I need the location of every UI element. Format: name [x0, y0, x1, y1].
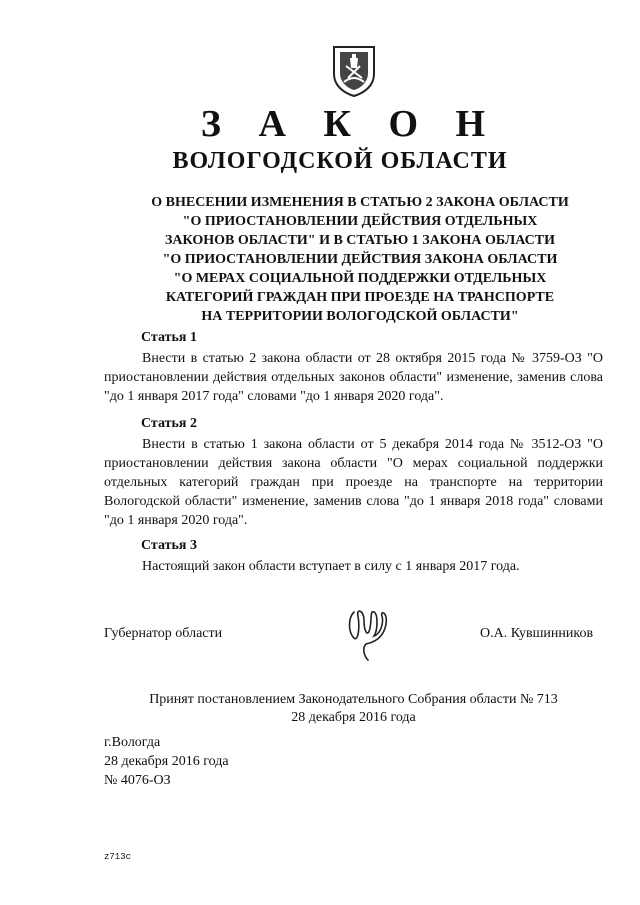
article-1-text: Внести в статью 2 закона области от 28 октября 2015 года № 3759-ОЗ "О приостановлении действия отдельных законов области" изменение, заменив слова "до 1 января 2017 года" словами "до 1 января 2020 года".	[104, 351, 603, 404]
document-code: z713c	[104, 852, 132, 862]
subject-line: О ВНЕСЕНИИ ИЗМЕНЕНИЯ В СТАТЬЮ 2 ЗАКОНА ОБЛАСТИ	[151, 195, 569, 210]
subject-line: ЗАКОНОВ ОБЛАСТИ" И В СТАТЬЮ 1 ЗАКОНА ОБЛАСТИ	[165, 233, 555, 248]
subject-line: "О ПРИОСТАНОВЛЕНИИ ДЕЙСТВИЯ ЗАКОНА ОБЛАСТИ	[162, 252, 558, 267]
sign-date: 28 декабря 2016 года	[104, 754, 229, 769]
article-3-text: Настоящий закон области вступает в силу с 1 января 2017 года.	[142, 559, 520, 574]
subject-line: КАТЕГОРИЙ ГРАЖДАН ПРИ ПРОЕЗДЕ НА ТРАНСПОРТЕ	[165, 290, 555, 305]
law-title: З А К О Н	[200, 103, 500, 145]
subject-line: "О МЕРАХ СОЦИАЛЬНОЙ ПОДДЕРЖКИ ОТДЕЛЬНЫХ	[173, 271, 547, 286]
subject-line: "О ПРИОСТАНОВЛЕНИИ ДЕЙСТВИЯ ОТДЕЛЬНЫХ	[182, 214, 538, 229]
subject-line: НА ТЕРРИТОРИИ ВОЛОГОДСКОЙ ОБЛАСТИ"	[201, 309, 519, 324]
article-2-text: Внести в статью 1 закона области от 5 декабря 2014 года № 3512-ОЗ "О приостановлении действия закона области "О мерах социальной поддержки отдельных категорий граждан при проезде на транспорте на территории Вологодской области" изменение, заменив слова "до 1 января 2018 года" словами "до 1 января 2020 года".	[104, 437, 603, 528]
region-title: ВОЛОГОДСКОЙ ОБЛАСТИ	[172, 148, 508, 174]
coat-of-arms-icon	[330, 44, 378, 98]
city: г.Вологда	[104, 735, 161, 750]
handwritten-signature	[344, 604, 390, 662]
governor-name: О.А. Кувшинников	[480, 626, 594, 641]
article-3-title: Статья 3	[141, 538, 197, 553]
adoption-note	[104, 691, 603, 727]
law-number: № 4076-ОЗ	[104, 773, 171, 788]
article-1-title: Статья 1	[141, 330, 197, 345]
law-subject	[110, 193, 610, 326]
adoption-date: 28 декабря 2016 года	[291, 710, 416, 725]
governor-position: Губернатор области	[104, 626, 223, 641]
article-2-title: Статья 2	[141, 416, 197, 431]
place-and-number	[104, 733, 229, 790]
adoption-line: Принят постановлением Законодательного Собрания области № 713	[149, 692, 558, 707]
